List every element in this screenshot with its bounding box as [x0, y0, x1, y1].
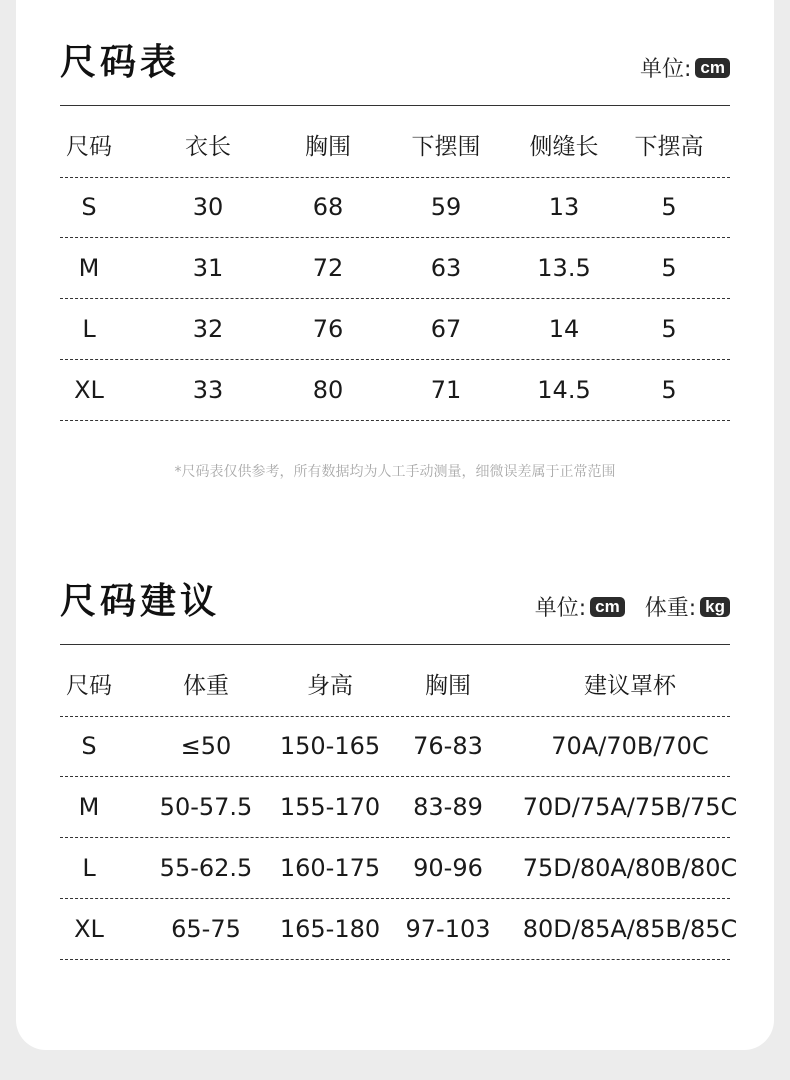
cell-hem-height: 5 — [661, 315, 677, 343]
cell-side-seam: 14 — [548, 315, 580, 343]
cell-weight: 55-62.5 — [159, 854, 253, 882]
cell-height: 150-165 — [279, 732, 381, 760]
table-row — [60, 299, 730, 360]
col-header-weight: 体重 — [183, 673, 229, 699]
cell-length: 33 — [192, 376, 224, 404]
cell-bust: 72 — [312, 254, 344, 282]
weight-badge: kg — [700, 597, 730, 617]
col-header-hem: 下摆围 — [411, 134, 481, 160]
cell-size: S — [81, 732, 97, 760]
table-row — [60, 899, 738, 960]
col-header-size: 尺码 — [66, 673, 112, 699]
size-chart-unit — [640, 52, 730, 83]
cell-bust: 76-83 — [413, 732, 483, 760]
cell-bust: 97-103 — [405, 915, 491, 943]
col-header-length: 衣长 — [185, 134, 231, 160]
cell-hem: 63 — [430, 254, 462, 282]
cell-height: 165-180 — [279, 915, 381, 943]
cell-size: S — [81, 193, 97, 221]
unit-label: 单位: — [640, 57, 692, 82]
size-suggestion-title: 尺码建议 — [60, 581, 221, 622]
weight-label: 体重: — [644, 596, 697, 621]
cell-cup: 80D/85A/85B/85C — [522, 915, 738, 943]
cell-hem: 67 — [430, 315, 462, 343]
header-rule — [60, 644, 730, 645]
cell-weight: 50-57.5 — [159, 793, 253, 821]
cell-length: 30 — [192, 193, 224, 221]
cell-height: 160-175 — [279, 854, 381, 882]
cell-hem-height: 5 — [661, 254, 677, 282]
col-header-side-seam: 侧缝长 — [529, 134, 599, 160]
table-header-row — [60, 656, 730, 717]
table-row — [60, 360, 730, 421]
cell-length: 31 — [192, 254, 224, 282]
size-chart-card — [16, 0, 774, 1050]
cell-bust: 68 — [312, 193, 344, 221]
cell-size: XL — [74, 376, 104, 404]
cell-size: M — [78, 793, 100, 821]
table-row — [60, 838, 738, 899]
cell-cup: 75D/80A/80B/80C — [522, 854, 738, 882]
cell-weight: 65-75 — [171, 915, 241, 943]
table-row — [60, 777, 738, 838]
cell-length: 32 — [192, 315, 224, 343]
cell-bust: 80 — [312, 376, 344, 404]
col-header-bust: 胸围 — [305, 134, 351, 160]
header-rule — [60, 105, 730, 106]
cell-cup: 70A/70B/70C — [551, 732, 709, 760]
disclaimer-note: *尺码表仅供参考，所有数据均为人工手动测量，细微误差属于正常范围 — [174, 464, 616, 480]
unit-label: 单位: — [534, 596, 587, 621]
size-suggestion-unit — [535, 591, 730, 622]
col-header-cup: 建议罩杯 — [584, 673, 676, 699]
table-row — [60, 238, 730, 299]
size-chart-title: 尺码表 — [60, 42, 181, 83]
cell-size: XL — [74, 915, 104, 943]
unit-badge: cm — [590, 597, 625, 617]
table-row — [60, 716, 730, 777]
cell-weight: ≤50 — [180, 732, 232, 760]
cell-hem: 71 — [430, 376, 462, 404]
cell-height: 155-170 — [279, 793, 381, 821]
cell-size: L — [82, 315, 96, 343]
cell-hem-height: 5 — [661, 376, 677, 404]
col-header-bust: 胸围 — [425, 673, 471, 699]
cell-bust: 90-96 — [413, 854, 483, 882]
cell-cup: 70D/75A/75B/75C — [522, 793, 738, 821]
cell-hem-height: 5 — [661, 193, 677, 221]
cell-bust: 83-89 — [413, 793, 483, 821]
cell-hem: 59 — [430, 193, 462, 221]
cell-side-seam: 13 — [548, 193, 580, 221]
cell-side-seam: 14.5 — [537, 376, 591, 404]
col-header-hem-height: 下摆高 — [634, 134, 704, 160]
col-header-size: 尺码 — [66, 134, 112, 160]
cell-size: L — [82, 854, 96, 882]
unit-badge: cm — [695, 58, 730, 78]
cell-size: M — [78, 254, 100, 282]
table-row — [60, 177, 730, 238]
col-header-height: 身高 — [307, 673, 353, 699]
cell-side-seam: 13.5 — [537, 254, 591, 282]
cell-bust: 76 — [312, 315, 344, 343]
table-header-row — [60, 117, 730, 178]
